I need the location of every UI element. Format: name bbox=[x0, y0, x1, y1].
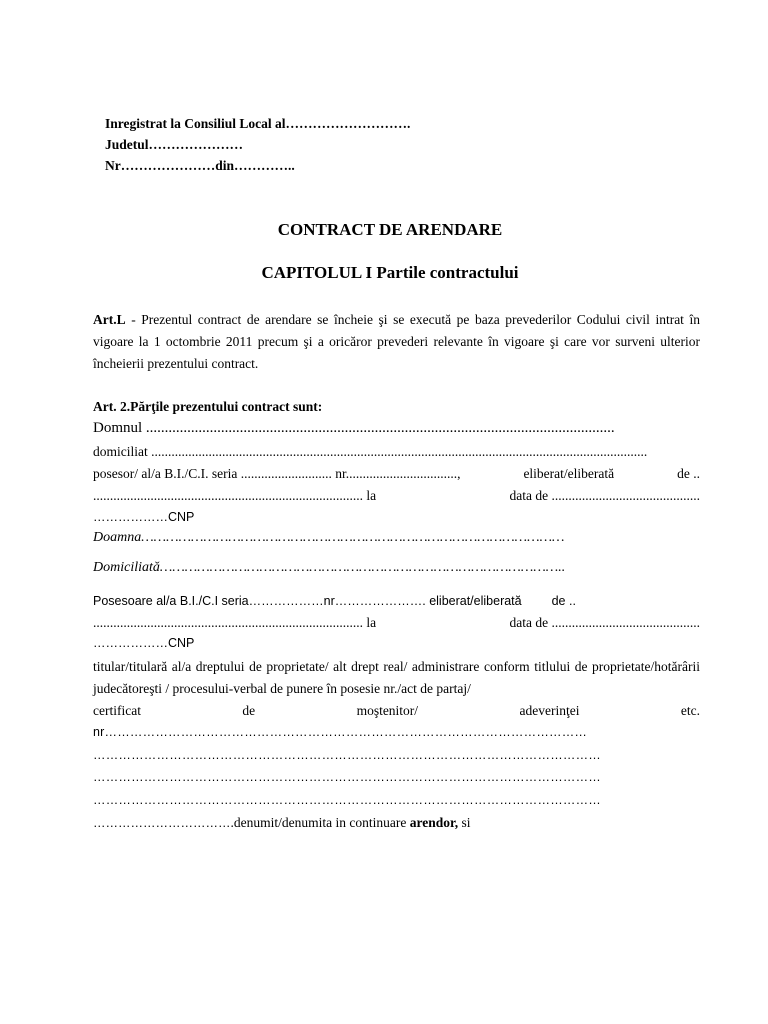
article-1-label: Art.L bbox=[93, 312, 126, 327]
certificat-word-2: de bbox=[242, 703, 256, 718]
issue-date-line-1 bbox=[93, 488, 700, 504]
chapter-heading: CAPITOLUL I Partile contractului bbox=[261, 263, 519, 282]
posesor-id-series: posesor/ al/a B.I./C.I. seria ........................... nr................................., bbox=[93, 466, 461, 481]
dot-line-3: ………………………………………………………………………………………………………… bbox=[93, 793, 601, 807]
header-number-line: Nr…………………din………….. bbox=[105, 158, 295, 173]
cnp-line-2: ………………CNP bbox=[93, 636, 195, 650]
arendor-end: si bbox=[458, 815, 471, 830]
certificat-word-5: etc. bbox=[680, 703, 700, 718]
domnul-line: Domnul ............................................................................................................................. bbox=[93, 420, 615, 436]
arendor-text: .denumit/denumita in continuare bbox=[230, 815, 410, 830]
certificat-word-4: adeverinţei bbox=[519, 703, 580, 718]
domiciliata-line: Domiciliată…………………………………………………………………………………….. bbox=[93, 560, 566, 575]
issue-place-2: ................................................................................ la bbox=[93, 615, 377, 630]
posesor-line bbox=[93, 466, 700, 482]
article-1-text: - Prezentul contract de arendare se încheie şi se execută pe baza prevederilor Codului civil intrat în vigoare la 1 octombrie 2011 precum şi a oricăror prevederi relevante în vigoare şi care vor surveni ulterior încheierii prezentului contract. bbox=[93, 312, 700, 371]
issue-date-line-2 bbox=[93, 615, 700, 631]
dot-line-1: ………………………………………………………………………………………………………… bbox=[93, 748, 601, 762]
domiciliat-line: domiciliat ................................................................................................................................................... bbox=[93, 444, 648, 459]
doamna-line: Doamna………………………………………………………………………………………… bbox=[93, 530, 565, 545]
issue-date-2: data de ............................................ bbox=[509, 615, 700, 630]
posesor-issued: eliberat/eliberată bbox=[523, 466, 615, 481]
issue-place-1: ................................................................................ la bbox=[93, 488, 377, 503]
posesoare-by: de .. bbox=[551, 594, 576, 608]
nr-line: nr…………………………………………………………………………………………………… bbox=[93, 725, 588, 739]
dot-line-2: ………………………………………………………………………………………………………… bbox=[93, 770, 601, 784]
titular-paragraph: titular/titulară al/a dreptului de proprietate/ alt drept real/ administrare conform titlului de proprietate/hotărârii judecătoreşti / procesului-verbal de punere în posesie nr./act de partaj/ bbox=[93, 659, 700, 696]
arendor-dots: …………………………… bbox=[93, 816, 231, 830]
header-county-line: Judetul………………… bbox=[105, 137, 244, 152]
certificat-word-3: moştenitor/ bbox=[356, 703, 419, 718]
issue-date-1: data de ............................................ bbox=[509, 488, 700, 503]
certificat-line bbox=[93, 703, 700, 719]
arendor-bold: arendor, bbox=[409, 815, 459, 830]
arendor-line bbox=[93, 815, 700, 831]
certificat-word-1: certificat bbox=[93, 703, 141, 718]
posesoare-id-series: Posesoare al/a B.I./C.I seria………………nr…………………. eliberat/eliberată bbox=[93, 594, 522, 608]
cnp-line-1: ………………CNP bbox=[93, 510, 195, 524]
posesor-by: de .. bbox=[677, 466, 700, 481]
article-2: Art. 2.Părţile prezentului contract sunt: bbox=[93, 399, 323, 414]
registration-header bbox=[105, 113, 410, 176]
document-title: CONTRACT DE ARENDARE bbox=[277, 220, 503, 239]
article-1 bbox=[93, 309, 700, 375]
posesoare-line bbox=[93, 594, 700, 608]
header-council-line: Inregistrat la Consiliul Local al………………………. bbox=[105, 116, 411, 131]
